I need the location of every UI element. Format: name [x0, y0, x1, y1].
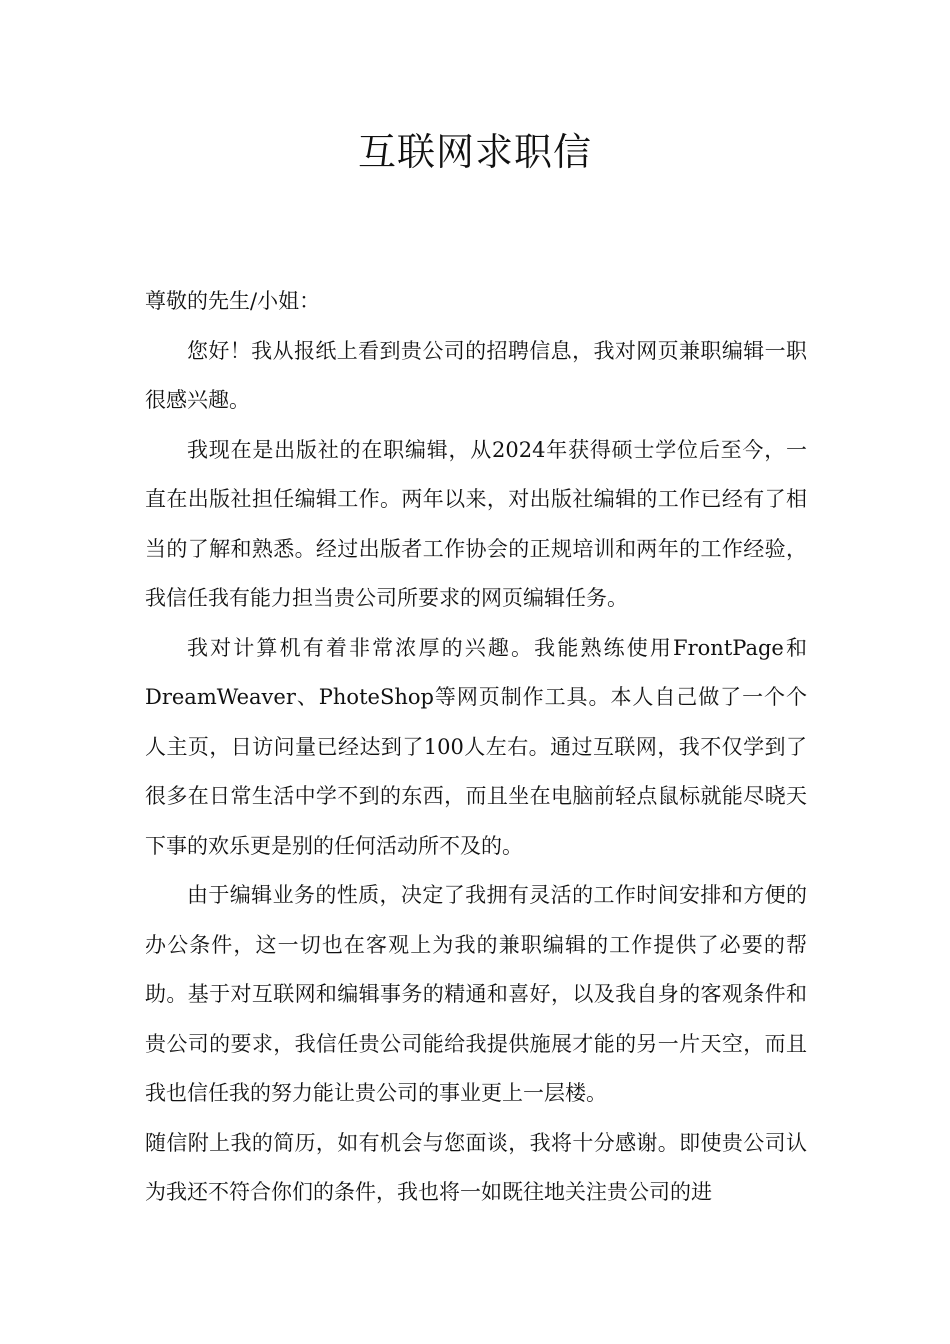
paragraph-greeting: 您好！我从报纸上看到贵公司的招聘信息，我对网页兼职编辑一职很感兴趣。 [145, 338, 807, 412]
paragraph-closing: 随信附上我的简历，如有机会与您面谈，我将十分感谢。即使贵公司认为我还不符合你们的条件，我也将一如既往地关注贵公司的进 [145, 1130, 807, 1204]
document-title: 互联网求职信 [357, 130, 592, 174]
paragraph-skills: 我对计算机有着非常浓厚的兴趣。我能熟练使用FrontPage和DreamWeaver、PhoteShop等网页制作工具。本人自己做了一个个人主页，日访问量已经达到了100人左右。通过互联网，我不仅学到了很多在日常生活中学不到的东西，而且坐在电脑前轻点鼠标就能尽晓天下事的欢乐更是别的任何活动所不及的。 [145, 635, 807, 858]
salutation: 尊敬的先生/小姐： [145, 289, 321, 313]
paragraph-conditions: 由于编辑业务的性质，决定了我拥有灵活的工作时间安排和方便的办公条件，这一切也在客观上为我的兼职编辑的工作提供了必要的帮助。基于对互联网和编辑事务的精通和喜好，以及我自身的客观条件和贵公司的要求，我信任贵公司能给我提供施展才能的另一片天空，而且我也信任我的努力能让贵公司的事业更上一层楼。 [145, 883, 807, 1105]
paragraph-experience: 我现在是出版社的在职编辑，从2024年获得硕士学位后至今，一直在出版社担任编辑工作。两年以来，对出版社编辑的工作已经有了相当的了解和熟悉。经过出版者工作协会的正规培训和两年的工作经验，我信任我有能力担当贵公司所要求的网页编辑任务。 [145, 437, 807, 610]
letter-body [145, 277, 807, 1218]
